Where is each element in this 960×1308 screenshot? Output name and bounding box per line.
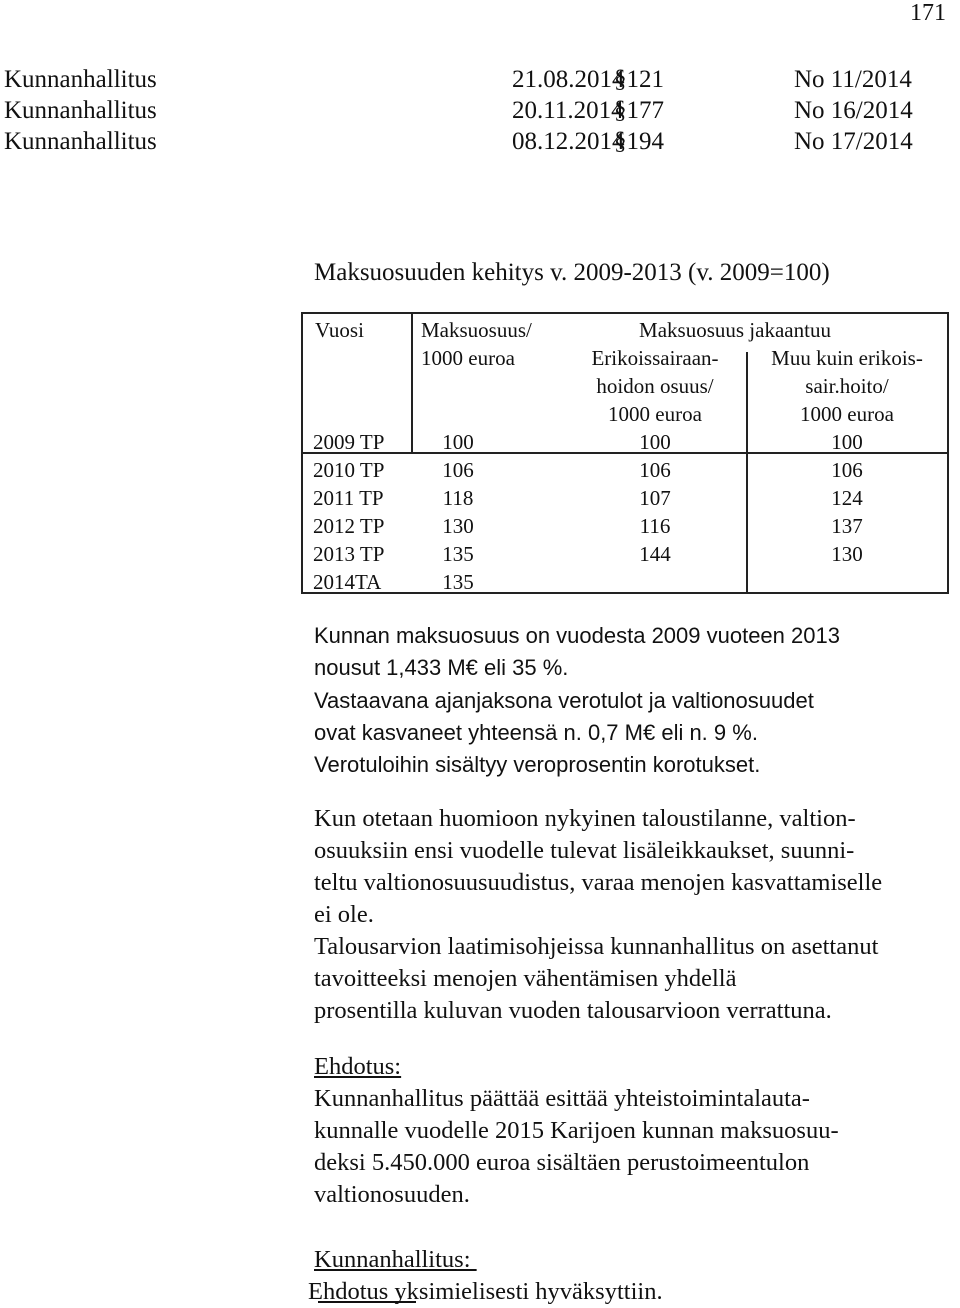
- row-other: 130: [831, 542, 863, 566]
- meeting-number: No 16/2014: [794, 97, 913, 124]
- meeting-body: Kunnanhallitus: [4, 66, 157, 93]
- row-special: 106: [639, 458, 671, 482]
- header-special-line: Erikoissairaan-: [591, 346, 719, 370]
- decision-section: [308, 1244, 663, 1308]
- meeting-number: No 11/2014: [794, 66, 912, 93]
- row-special: 116: [639, 514, 671, 538]
- proposal-line: deksi 5.450.000 euroa sisältäen perustoimeentulon: [314, 1149, 810, 1176]
- row-year: 2009 TP: [313, 430, 385, 454]
- row-other: 100: [831, 430, 863, 454]
- row-year: 2011 TP: [313, 486, 384, 510]
- row-other: 106: [831, 458, 863, 482]
- paragraph-line: Verotuloihin sisältyy veroprosentin korotukset.: [314, 752, 761, 778]
- header-other-line: sair.hoito/: [805, 374, 889, 398]
- header-split: Maksuosuus jakaantuu: [639, 318, 831, 342]
- proposal-heading: Ehdotus:: [314, 1053, 402, 1080]
- row-other: 137: [831, 514, 863, 538]
- header-special-line: 1000 euroa: [608, 402, 702, 426]
- paragraph-line: Vastaavana ajanjaksona verotulot ja valtionosuudet: [314, 687, 814, 713]
- meeting-row: [4, 64, 934, 95]
- header-total-line: 1000 euroa: [421, 346, 515, 370]
- paragraph-line: prosentilla kuluvan vuoden talousarvioon verrattuna.: [314, 997, 832, 1024]
- paragraph-line: nousut 1,433 M€ eli 35 %.: [314, 655, 569, 681]
- row-other: 124: [831, 486, 863, 510]
- meeting-date: 21.08.2014: [512, 66, 625, 93]
- meeting-row: [4, 95, 934, 126]
- row-year: 2014TA: [313, 570, 382, 594]
- table-title: Maksuosuuden kehitys v. 2009-2013 (v. 2009=100): [314, 259, 830, 286]
- meeting-references: [4, 64, 934, 157]
- paragraph-line: teltu valtionosuusuudistus, varaa menojen kasvattamiselle: [314, 869, 883, 896]
- meeting-section: §194: [614, 128, 664, 155]
- row-year: 2012 TP: [313, 514, 385, 538]
- meeting-body: Kunnanhallitus: [4, 97, 157, 124]
- decision-heading: Kunnanhallitus:: [314, 1246, 477, 1273]
- header-other-line: 1000 euroa: [800, 402, 894, 426]
- meeting-date: 20.11.2014: [512, 97, 624, 124]
- page-number: 171: [910, 0, 946, 26]
- row-special: 107: [639, 486, 671, 510]
- row-total: 130: [442, 514, 474, 538]
- meeting-row: [4, 126, 934, 157]
- meeting-section: §121: [614, 66, 664, 93]
- row-total: 106: [442, 458, 474, 482]
- row-total: 135: [442, 570, 474, 594]
- paragraph-line: Talousarvion laatimisohjeissa kunnanhallitus on asettanut: [314, 933, 879, 960]
- row-total: 118: [442, 486, 474, 510]
- row-special: 100: [639, 430, 671, 454]
- meeting-body: Kunnanhallitus: [4, 128, 157, 155]
- table-divider: [746, 352, 748, 594]
- paragraph-line: ovat kasvaneet yhteensä n. 0,7 M€ eli n. 9 %.: [314, 719, 758, 745]
- development-summary: [314, 620, 960, 781]
- paragraph-line: tavoitteeksi menojen vähentämisen yhdellä: [314, 965, 737, 992]
- paragraph-line: ei ole.: [314, 901, 374, 928]
- meeting-section: §177: [614, 97, 664, 124]
- proposal-line: valtionosuuden.: [314, 1181, 470, 1208]
- payment-share-table: [301, 312, 949, 594]
- proposal-line: kunnalle vuodelle 2015 Karijoen kunnan maksuosuu-: [314, 1117, 839, 1144]
- paragraph-line: osuuksiin ensi vuodelle tulevat lisäleikkaukset, suunni-: [314, 837, 855, 864]
- row-special: 144: [639, 542, 671, 566]
- signature-rule: [318, 1301, 416, 1303]
- meeting-date: 08.12.2014: [512, 128, 625, 155]
- header-other-line: Muu kuin erikois-: [771, 346, 923, 370]
- header-special-line: hoidon osuus/: [596, 374, 714, 398]
- row-year: 2013 TP: [313, 542, 385, 566]
- paragraph-line: Kun otetaan huomioon nykyinen taloustilanne, valtion-: [314, 805, 856, 832]
- row-total: 100: [442, 430, 474, 454]
- decision-text: Ehdotus yksimielisesti hyväksyttiin.: [308, 1278, 663, 1305]
- meeting-number: No 17/2014: [794, 128, 913, 155]
- proposal-line: Kunnanhallitus päättää esittää yhteistoimintalauta-: [314, 1085, 810, 1112]
- paragraph-line: Kunnan maksuosuus on vuodesta 2009 vuoteen 2013: [314, 623, 840, 648]
- header-year: Vuosi: [315, 318, 364, 342]
- proposal-section: [314, 1051, 839, 1211]
- header-total-line: Maksuosuus/: [421, 318, 532, 342]
- budget-context: [314, 803, 960, 1027]
- row-year: 2010 TP: [313, 458, 385, 482]
- row-total: 135: [442, 542, 474, 566]
